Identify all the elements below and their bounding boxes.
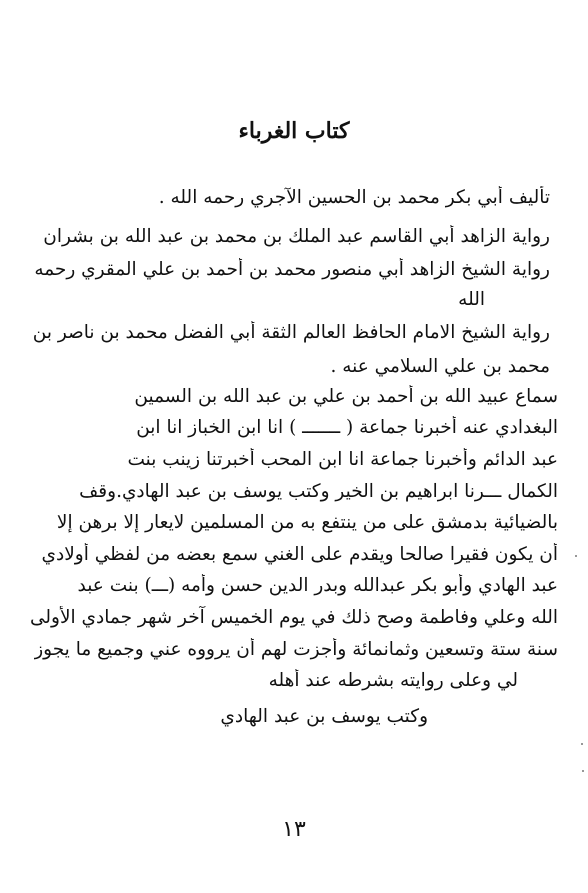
text-line: سماع عبيد الله بن أحمد بن علي بن عبد الله بن السمين	[134, 386, 558, 407]
text-line: أن يكون فقيرا صالحا ويقدم على الغني سمع بعضه من لفظي أولادي	[41, 544, 558, 565]
text-line: سنة ستة وتسعين وثمانمائة وأجزت لهم أن يرووه عني وجميع ما يجوز	[34, 639, 558, 660]
text-line: رواية الشيخ الامام الحافظ العالم الثقة أبي الفضل محمد بن ناصر بن	[32, 322, 550, 343]
scan-speck	[582, 770, 584, 772]
text-line: عبد الدائم وأخبرنا جماعة انا ابن المحب أخبرتنا زينب بنت	[127, 449, 558, 470]
text-line: الله	[458, 289, 485, 310]
scan-speck	[575, 555, 577, 557]
text-line: بالضيائية بدمشق على من ينتفع به من المسلمين لايعار إلا برهن إلا	[56, 512, 558, 533]
text-line: رواية الشيخ الزاهد أبي منصور محمد بن أحمد بن علي المقري رحمه	[34, 259, 550, 280]
text-line: الله وعلي وفاطمة وصح ذلك في يوم الخميس آخر شهر جمادي الأولى	[29, 607, 558, 628]
text-line: محمد بن علي السلامي عنه .	[330, 356, 550, 377]
page-title: كتاب الغرباء	[238, 118, 350, 144]
text-line: البغدادي عنه أخبرنا جماعة ( ـــــــ ) انا ابن الخباز انا ابن	[136, 417, 558, 438]
scan-speck	[581, 743, 583, 745]
text-line: لي وعلى روايته بشرطه عند أهله	[268, 670, 518, 691]
text-line: رواية الزاهد أبي القاسم عبد الملك بن محمد بن عبد الله بن بشران	[43, 226, 550, 247]
text-line: عبد الهادي وأبو بكر عبدالله وبدر الدين حسن وأمه (ـــ) بنت عبد	[77, 575, 558, 596]
signature-line: وكتب يوسف بن عبد الهادي	[220, 706, 428, 727]
page-number: ١٣	[282, 817, 306, 842]
text-line: الكمال ـــرنا ابراهيم بن الخير وكتب يوسف بن عبد الهادي.وقف	[79, 481, 558, 502]
text-line: تأليف أبي بكر محمد بن الحسين الآجري رحمه الله .	[158, 187, 550, 208]
